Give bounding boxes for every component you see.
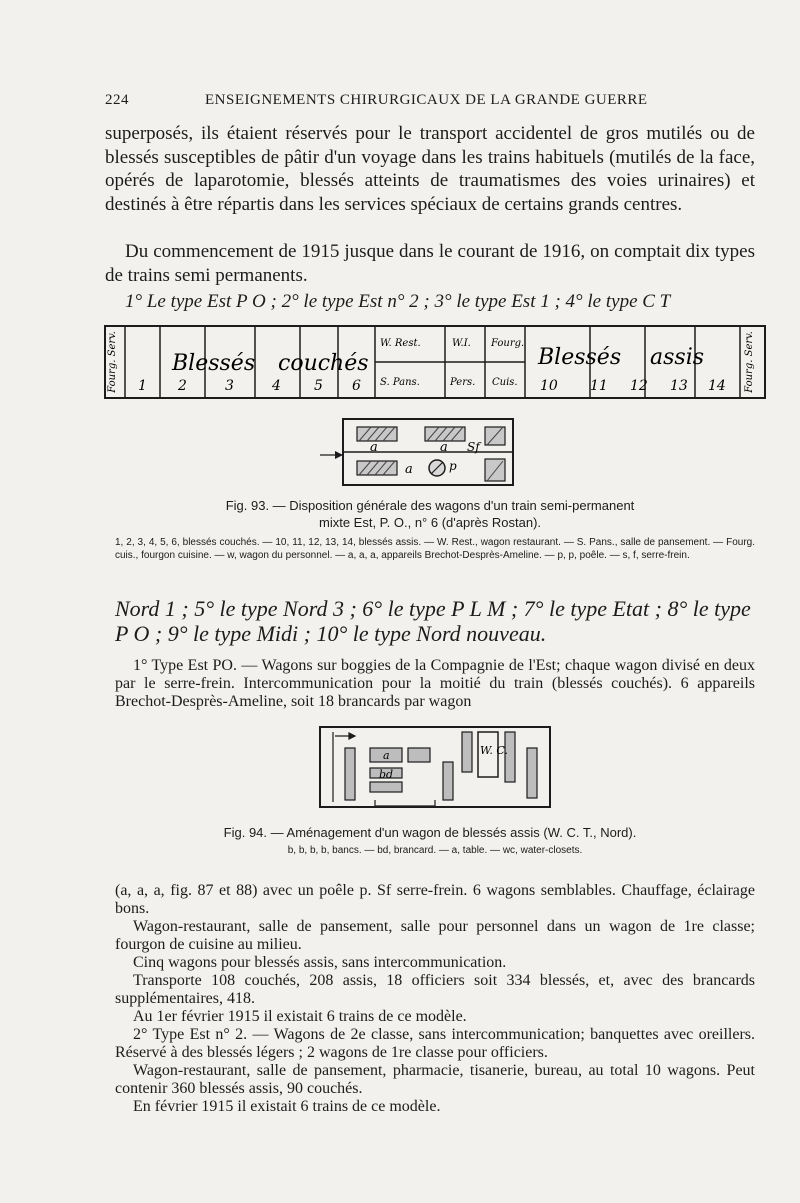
paragraph-1: superposés, ils étaient réservés pour le transport accidentel de gros mutilés ou de blessés susceptibles de pâtir d'un voyage dans les trains habituels (mutilés de la face, opérés de laparotomie, blessés atteints de traumatismes des voies urinaires) et destinés à être répartis dans les services spéciaux de certains grands centres. (105, 123, 755, 215)
fig93-caption-line2: mixte Est, P. O., n° 6 (d'après Rostan). (318, 515, 542, 530)
fig93-legend: 1, 2, 3, 4, 5, 6, blessés couchés. — 10, 11, 12, 13, 14, blessés assis. — W. Rest., wagon restaurant. — S. Pans., salle de pansement. — Fourg. cuis., fourgon cuisine. — w, wagon du personnel. — a, a, a, appareils Brechot-Desprès-Ameline. — p, p, poêle. — s, f, serre-frein. (115, 537, 755, 561)
fig93-num-2: 2 (178, 378, 187, 394)
tail-paragraph-6: 2° Type Est n° 2. — Wagons de 2e classe, sans intercommunication; banquettes avec oreillers. Réservé à des blessés légers ; 2 wagons de 1re classe pour officiers. (115, 1026, 755, 1061)
fig93-caption (105, 497, 755, 531)
fig93-num-13: 13 (670, 378, 688, 394)
fig93-num-12: 12 (630, 378, 648, 394)
fig93-num-6: 6 (352, 378, 361, 394)
fig93-num-1: 1 (138, 378, 147, 394)
tail-paragraph-7: Wagon-restaurant, salle de pansement, pharmacie, tisanerie, bureau, au total 10 wagons. Peut contenir 360 blessés assis, 90 couchés. (115, 1062, 755, 1097)
fig93-detail-label-a1: a (370, 440, 378, 455)
fig94-legend: b, b, b, b, bancs. — bd, brancard. — a, table. — wc, water-closets. (287, 845, 583, 856)
fig93-cuisine: Cuis. (492, 377, 518, 388)
fig93-num-14: 14 (708, 378, 726, 394)
fig93-assis-word1: Blessés (538, 345, 622, 370)
fig93-detail-label-a3: a (405, 462, 413, 477)
fig93-detail-label-p: p (449, 459, 457, 473)
tail-paragraph-4: Transporte 108 couchés, 208 assis, 18 officiers soit 334 blessés, et, avec des brancards supplémentaires, 418. (115, 972, 755, 1007)
figure-94-wagon-plan (315, 722, 555, 814)
tail-paragraph-8: En février 1915 il existait 6 trains de ce modèle. (133, 1098, 441, 1115)
fig93-detail-label-sf: Sf (467, 440, 480, 454)
paragraph-type-est-po: 1° Type Est PO. — Wagons sur boggies de la Compagnie de l'Est; chaque wagon divisé en deux par le serre-frein. Intercommunication pour la moitié du train (blessés couchés). 6 appareils Brechot-Desprès-Ameline, soit 18 brancards par wagon (115, 657, 755, 710)
types-list-line2: P O ; 9° le type Midi ; 10° le type Nord nouveau. (115, 621, 547, 646)
fig93-assis-word2: assis (650, 345, 705, 370)
fig93-fourgon: Fourg. (491, 338, 525, 349)
types-list-line1: Nord 1 ; 5° le type Nord 3 ; 6° le type P L M ; 7° le type Etat ; 8° le type (115, 596, 751, 621)
fig93-wagon-restaurant: W. Rest. (380, 338, 421, 349)
fig93-num-3: 3 (225, 378, 234, 394)
fig93-detail-label-a2: a (440, 440, 448, 455)
fig94-brancard-label: bd (379, 768, 394, 781)
fig94-caption: Fig. 94. — Aménagement d'un wagon de blessés assis (W. C. T., Nord). (223, 825, 637, 840)
fig93-salle-pansement: S. Pans. (380, 377, 420, 388)
running-title: ENSEIGNEMENTS CHIRURGICAUX DE LA GRANDE GUERRE (205, 92, 648, 108)
paragraph-2: Du commencement de 1915 jusque dans le courant de 1916, on comptait dix types de trains semi permanents. (105, 241, 755, 286)
figure-93-wagon-detail (315, 415, 530, 490)
fig93-wagon-personnel: W.I. (452, 338, 471, 349)
fig93-right-label: Fourg. Serv. (744, 331, 755, 393)
page-number: 224 (105, 92, 129, 108)
fig93-left-label: Fourg. Serv. (107, 331, 118, 393)
figure-93-train-diagram (100, 322, 770, 404)
tail-paragraph-5: Au 1er février 1915 il existait 6 trains de ce modèle. (133, 1008, 467, 1025)
fig93-couches-word1: Blessés (172, 351, 256, 376)
tail-paragraph-3: Cinq wagons pour blessés assis, sans intercommunication. (133, 954, 507, 971)
fig93-num-4: 4 (272, 378, 281, 394)
fig93-caption-line1: Fig. 93. — Disposition générale des wagons d'un train semi-permanent (225, 498, 635, 513)
fig93-couches-word2: couchés (278, 351, 369, 376)
fig93-num-5: 5 (314, 378, 323, 394)
tail-paragraph-1: (a, a, a, fig. 87 et 88) avec un poêle p. Sf serre-frein. 6 wagons semblables. Chauffage, éclairage bons. (115, 882, 755, 917)
fig93-personnel: Pers. (450, 377, 476, 388)
fig94-wc-label: W. C. (480, 744, 508, 757)
fig93-num-10: 10 (540, 378, 558, 394)
fig94-table-label: a (383, 749, 390, 762)
paragraph-3: 1° Le type Est P O ; 2° le type Est n° 2 ; 3° le type Est 1 ; 4° le type C T (125, 291, 671, 312)
fig93-num-11: 11 (590, 378, 608, 394)
tail-paragraph-2: Wagon-restaurant, salle de pansement, salle pour personnel dans un wagon de 1re classe; fourgon de cuisine au milieu. (115, 918, 755, 953)
